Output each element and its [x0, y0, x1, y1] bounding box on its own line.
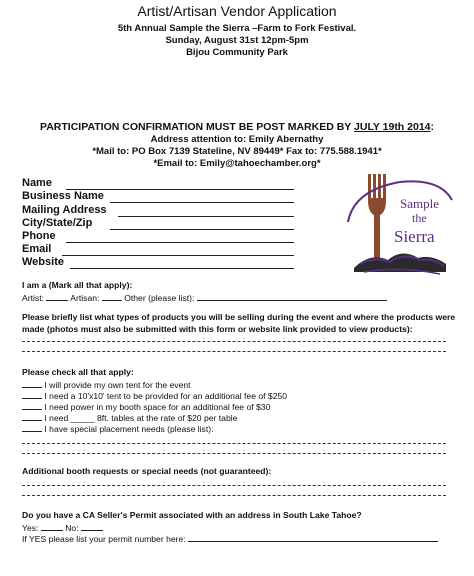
other-label: Other (please list):: [124, 293, 195, 303]
city-state-zip-label: City/State/Zip: [22, 217, 93, 229]
mountain-icon: [354, 253, 446, 274]
email-label: Email: [22, 243, 52, 255]
deadline: JULY 19th 2014: [354, 121, 431, 133]
festival-line: 5th Annual Sample the Sierra –Farm to Fork Festival.: [117, 23, 357, 34]
iam-options: [22, 292, 387, 303]
products-prompt-line2: made (photos must also be submitted with this form or website link provided to view products):: [22, 324, 413, 334]
additional-line-1[interactable]: [22, 485, 446, 486]
products-line-1[interactable]: [22, 341, 446, 342]
option-placement[interactable]: [22, 423, 214, 434]
confirmation-heading: [0, 121, 474, 133]
additional-line-2[interactable]: [22, 495, 446, 496]
checklist-heading: Please check all that apply:: [22, 367, 134, 377]
mailing-address-field[interactable]: [118, 216, 294, 217]
email-field[interactable]: [62, 255, 294, 256]
products-line-2[interactable]: [22, 351, 446, 352]
option-blank[interactable]: [22, 412, 42, 421]
artist-label: Artist:: [22, 293, 44, 303]
additional-heading: Additional booth requests or special needs (not guaranteed):: [22, 466, 272, 476]
option-label: I need _____ 8ft. tables at the rate of $20 per table: [44, 413, 238, 423]
products-prompt-line1: Please briefly list what types of products you will be selling during the event and where the products were: [22, 312, 456, 322]
business-name-field[interactable]: [110, 202, 294, 203]
placement-line-2[interactable]: [22, 453, 446, 454]
sample-the-sierra-logo: [340, 160, 460, 285]
permit-number-row: [22, 533, 438, 544]
attention-line: Address attention to: Emily Abernathy: [150, 134, 324, 145]
permit-number-field[interactable]: [188, 533, 438, 542]
no-label: No:: [65, 523, 79, 533]
mailing-address-label: Mailing Address: [22, 204, 107, 216]
option-label: I will provide my own tent for the event: [44, 380, 191, 390]
permit-number-label: If YES please list your permit number here:: [22, 534, 186, 544]
date-line: Sunday, August 31st 12pm-5pm: [165, 35, 309, 46]
website-label: Website: [22, 256, 64, 268]
phone-label: Phone: [22, 230, 56, 242]
name-label: Name: [22, 177, 52, 189]
confirmation-tail: :: [430, 121, 434, 133]
option-blank[interactable]: [22, 379, 42, 388]
city-state-zip-field[interactable]: [110, 229, 294, 230]
option-blank[interactable]: [22, 423, 42, 432]
website-field[interactable]: [70, 268, 294, 269]
email-line: *Email to: Emily@tahoechamber.org*: [153, 158, 321, 169]
artisan-label: Artisan:: [70, 293, 100, 303]
business-name-label: Business Name: [22, 190, 104, 202]
option-blank[interactable]: [22, 390, 42, 399]
iam-heading: I am a (Mark all that apply):: [22, 280, 133, 290]
permit-yes-no: [22, 522, 103, 533]
option-label: I have special placement needs (please list):: [44, 424, 214, 434]
phone-field[interactable]: [66, 242, 294, 243]
option-label: I need a 10'x10' tent to be provided for an additional fee of $250: [44, 391, 288, 401]
other-blank[interactable]: [197, 292, 387, 301]
logo-text-sample: Sample: [400, 196, 439, 211]
yes-blank[interactable]: [41, 522, 63, 531]
option-tables[interactable]: [22, 412, 237, 423]
mail-fax-line: *Mail to: PO Box 7139 Stateline, NV 89449* Fax to: 775.588.1941*: [92, 146, 382, 157]
fork-icon: [368, 174, 386, 262]
option-label: I need power in my booth space for an additional fee of $30: [44, 402, 271, 412]
option-blank[interactable]: [22, 401, 42, 410]
option-tent-provided[interactable]: [22, 390, 287, 401]
venue-line: Bijou Community Park: [186, 47, 288, 58]
logo-text-sierra: Sierra: [394, 227, 435, 246]
permit-question: Do you have a CA Seller's Permit associated with an address in South Lake Tahoe?: [22, 510, 362, 520]
artist-blank[interactable]: [46, 292, 68, 301]
option-own-tent[interactable]: [22, 379, 191, 390]
option-power[interactable]: [22, 401, 270, 412]
placement-line-1[interactable]: [22, 443, 446, 444]
artisan-blank[interactable]: [102, 292, 122, 301]
logo-text-the: the: [412, 211, 427, 225]
no-blank[interactable]: [81, 522, 103, 531]
confirmation-lead: PARTICIPATION CONFIRMATION MUST BE POST MARKED BY: [40, 121, 355, 133]
form-title: Artist/Artisan Vendor Application: [137, 3, 337, 19]
yes-label: Yes:: [22, 523, 39, 533]
